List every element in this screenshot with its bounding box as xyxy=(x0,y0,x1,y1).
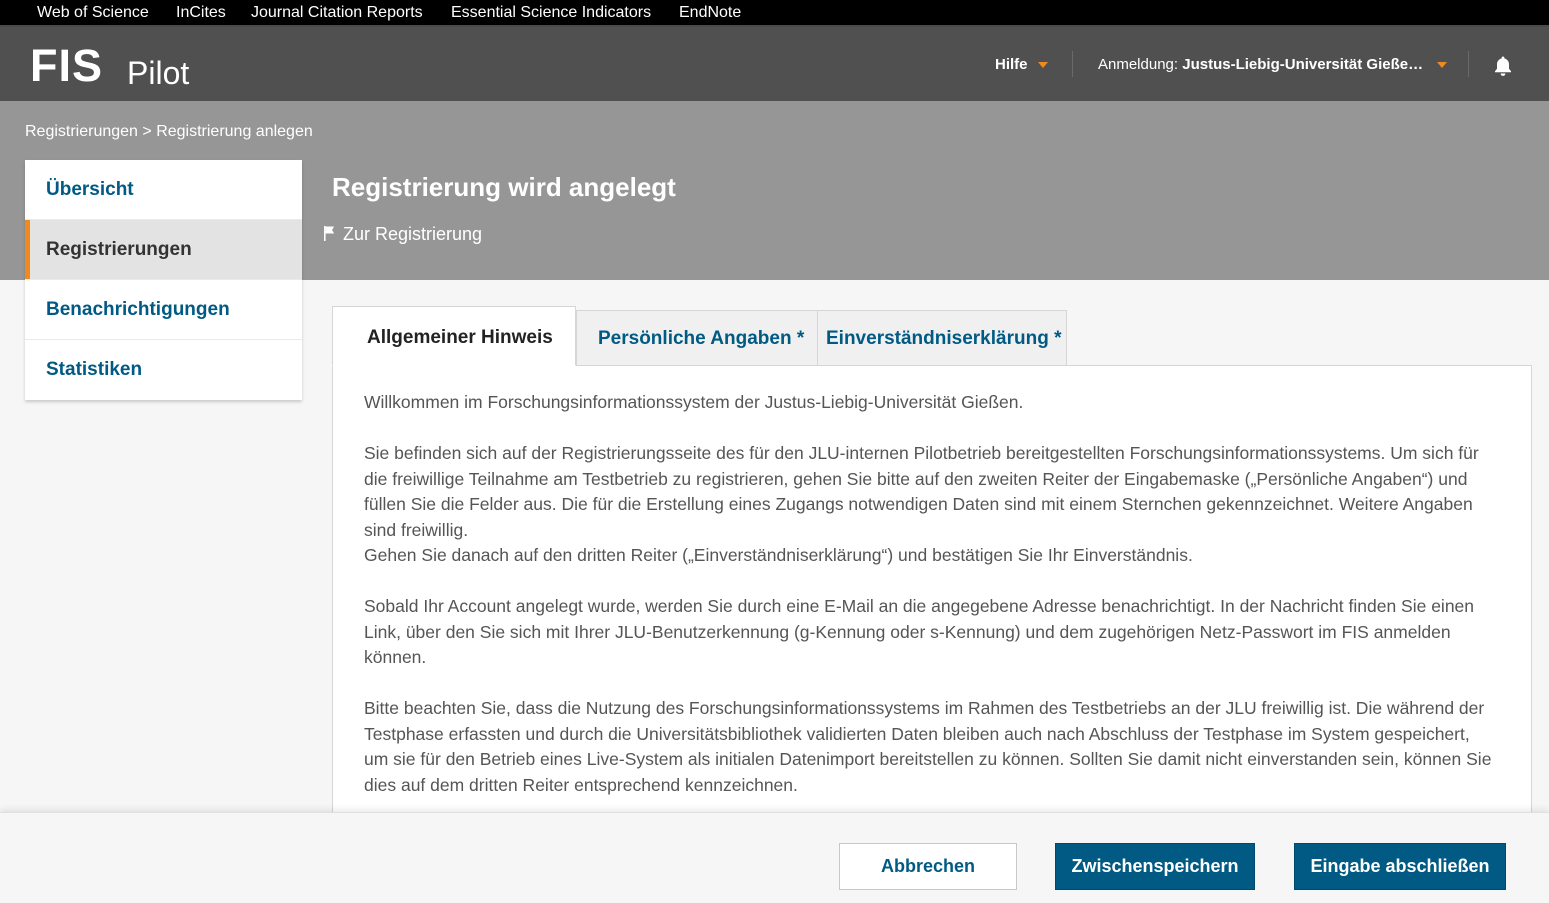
sidebar-item-label: Statistiken xyxy=(46,359,143,380)
logo-subtitle: Pilot xyxy=(127,55,190,91)
product-nav-bar xyxy=(0,0,1549,27)
paragraph: Sie befinden sich auf der Registrierungsseite des für den JLU-internen Pilotbetrieb bereitgestellten Forschungsinformationssystems. Um sich für die freiwillige Teilnahme am Testbetrieb zu registrieren, gehen Sie bitte auf den zweiten Reiter der Eingabemaske („Persönliche Angaben“) und füllen Sie die Felder aus. Die für die Erstellung eines Zugangs notwendigen Daten sind mit einem Sternchen gekennzeichnet. Weitere Angaben sind freiwillig. xyxy=(364,443,1479,540)
paragraph: Willkommen im Forschungsinformationssystem der Justus-Liebig-Universität Gießen. xyxy=(364,392,1024,412)
login-institution: Justus-Liebig-Universität Gieße… xyxy=(1182,56,1424,73)
tab-personal-details[interactable] xyxy=(576,310,818,366)
cancel-button[interactable]: Abbrechen xyxy=(839,843,1017,890)
help-menu[interactable] xyxy=(995,56,1048,73)
nav-endnote[interactable]: EndNote xyxy=(679,4,742,21)
nav-journal-citation-reports[interactable]: Journal Citation Reports xyxy=(251,4,423,21)
sidebar-item-label: Übersicht xyxy=(46,179,134,200)
submit-button[interactable]: Eingabe abschließen xyxy=(1294,843,1506,890)
nav-incites[interactable]: InCites xyxy=(176,4,226,21)
tab-label: Einverständniserklärung * xyxy=(826,328,1062,349)
chevron-down-icon xyxy=(1038,62,1048,68)
sidebar-item-overview[interactable] xyxy=(25,160,302,220)
sidebar xyxy=(25,160,302,400)
header-divider xyxy=(1468,51,1469,77)
page-title: Registrierung wird angelegt xyxy=(332,172,676,202)
sidebar-item-notifications[interactable] xyxy=(25,280,302,340)
nav-web-of-science[interactable]: Web of Science xyxy=(37,4,149,21)
sidebar-item-label: Benachrichtigungen xyxy=(46,299,230,320)
tab-label: Persönliche Angaben * xyxy=(598,328,805,349)
help-label: Hilfe xyxy=(995,56,1028,73)
save-draft-button[interactable]: Zwischenspeichern xyxy=(1055,843,1255,890)
tab-label: Allgemeiner Hinweis xyxy=(367,327,553,348)
sidebar-item-label: Registrierungen xyxy=(46,239,192,260)
nav-essential-science-indicators[interactable]: Essential Science Indicators xyxy=(451,4,652,21)
paragraph: Bitte beachten Sie, dass die Nutzung des Forschungsinformationssystems im Rahmen des Testbetriebs an der JLU freiwillig ist. Die während der Testphase erfassten und durch die Universitätsbibliothek validierten Daten bleiben auch nach Abschluss der Testphase im System gespeichert, um sie für den Betrieb eines Live-System als initialen Datenimport bereitstellen zu können. Sollten Sie damit nicht einverstanden sein, können Sie dies auf dem dritten Reiter entsprechend kennzeichnen. xyxy=(364,698,1492,795)
registration-link-label: Zur Registrierung xyxy=(343,224,483,244)
breadcrumb[interactable]: Registrierungen > Registrierung anlegen xyxy=(25,123,313,140)
login-menu[interactable] xyxy=(1098,56,1447,73)
chevron-down-icon xyxy=(1437,62,1447,68)
login-prefix: Anmeldung: xyxy=(1098,56,1179,73)
notice-text xyxy=(364,390,1494,824)
sidebar-item-statistics[interactable] xyxy=(25,340,302,400)
sidebar-item-registrations[interactable] xyxy=(25,220,302,280)
registration-link[interactable] xyxy=(323,224,482,245)
tab-general-notice[interactable] xyxy=(332,306,576,366)
header-divider xyxy=(1072,51,1073,77)
bell-icon[interactable] xyxy=(1493,55,1513,77)
paragraph: Sobald Ihr Account angelegt wurde, werden Sie durch eine E-Mail an die angegebene Adresse benachrichtigt. In der Nachricht finden Sie einen Link, über den Sie sich mit Ihrer JLU-Benutzerkennung (g-Kennung oder s-Kennung) und dem zugehörigen Netz-Passwort im FIS anmelden können. xyxy=(364,596,1475,667)
logo[interactable]: FIS xyxy=(30,40,104,91)
tab-consent[interactable] xyxy=(817,310,1067,366)
flag-icon xyxy=(323,225,337,242)
app-header xyxy=(0,27,1549,101)
paragraph: Gehen Sie danach auf den dritten Reiter („Einverständniserklärung“) und bestätigen Sie Ihr Einverständnis. xyxy=(364,545,1193,565)
